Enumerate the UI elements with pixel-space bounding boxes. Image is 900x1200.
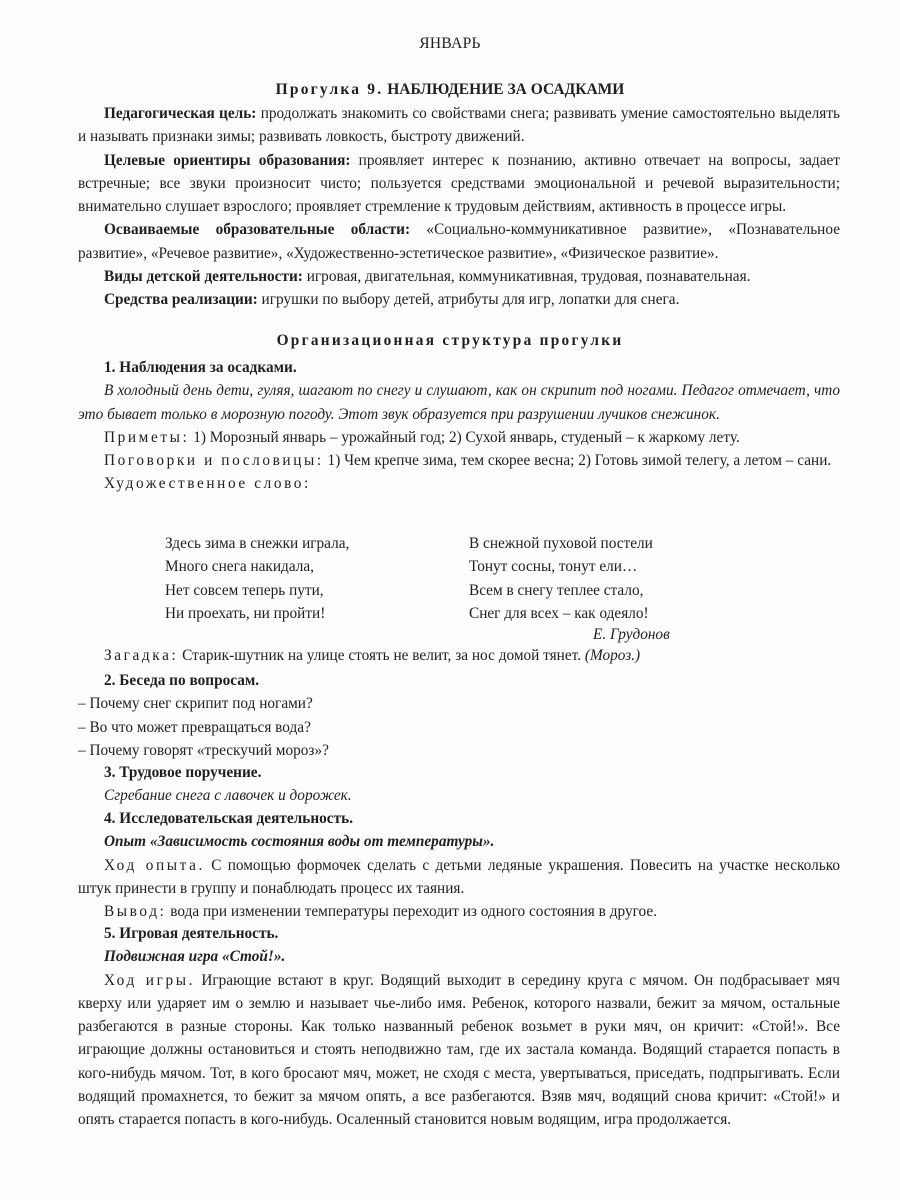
section-4 [78,807,840,923]
s3-heading: 3. Трудовое поручение. [104,764,262,781]
intro-activities: Виды детской деятельности: игровая, двигательная, коммуникативная, трудовая, познавательная. [104,268,751,286]
s2-question: – Во что может превращаться вода? [78,718,311,736]
poem-line: Снег для всех – как одеяло! [469,604,649,622]
intro-areas: Осваиваемые образовательные области: «Социально-коммуникативное развитие», «Познавательное развитие», «Речевое развитие», «Художественно-эстетическое развитие», «Физическое развитие». [78,221,840,262]
page-header: ЯНВАРЬ [419,35,481,52]
intro-means: Средства реализации: игрушки по выбору детей, атрибуты для игр, лопатки для снега. [104,291,680,309]
poem-line: Всем в снегу теплее стало, [469,581,644,599]
title-prefix: Прогулка 9. [275,81,384,98]
s5-game: Подвижная игра «Стой!». [104,948,286,966]
poem-line: Здесь зима в снежки играла, [165,535,350,552]
s1-hud-label: Художественное слово: [104,475,311,493]
s4-vyvod: Вывод: вода при изменении температуры переходит из одного состояния в другое. [104,903,657,921]
poem-line: Много снега накидала, [165,558,315,576]
intro-targets: Целевые ориентиры образования: проявляет интерес к познанию, активно отвечает на вопросы, задает встречные; все звуки произносит чисто; пользуется средствами эмоциональной и речевой выразительности; внимательно слушает взрослого; проявляет стремление к трудовым действиям, активность в процессе игры. [78,151,840,216]
title-main: НАБЛЮДЕНИЕ ЗА ОСАДКАМИ [387,81,625,98]
s4-experiment: Опыт «Зависимость состояния воды от температуры». [104,833,495,851]
s1-primety: Приметы: 1) Морозный январь – урожайный год; 2) Сухой январь, студеный – к жаркому лету. [104,428,740,446]
section-3 [78,761,840,808]
section-1-riddle [78,644,840,667]
section-5 [78,922,840,1132]
s4-heading: 4. Исследовательская деятельность. [104,810,354,827]
s2-question: – Почему говорят «трескучий мороз»? [78,741,329,759]
s1-heading: 1. Наблюдения за осадками. [104,359,297,376]
s1-observation: В холодный день дети, гуляя, шагают по снегу и слушают, как он скрипит под ногами. Педагог отмечает, что это бывает только в морозную погоду. Этот звук образуется при разрушении лучиков снежинок. [78,382,840,423]
page-title [0,78,900,101]
s1-zagadka: Загадка: Старик-шутник на улице стоять не велит, за нос домой тянет. (Мороз.) [104,647,641,664]
s4-hod: Ход опыта. С помощью формочек сделать с детьми ледяные украшения. Повесить на участке несколько штук принести в группу и понаблюдать процесс их таяния. [78,856,841,897]
s5-hod: Ход игры. Играющие встают в круг. Водящий выходит в середину круга с мячом. Он подбрасывает мяч кверху или ударяет им о землю и называет чье-либо имя. Ребенок, которого назвали, бежит за мячом, остальные разбегаются в разные стороны. Как только названный ребенок возьмет в руки мяч, он кричит: «Стой!». Все играющие должны остановиться и стоять неподвижно там, где их застала команда. Водящий старается попасть в кого-нибудь мячом. Тот, в кого бросают мяч, может, не сходя с места, увертываться, приседать, подпрыгивать. Если водящий промахнется, то бежит за мячом опять, а все разбегаются. Взяв мяч, водящий снова кричит: «Стой!» и опять старается попасть в кого-нибудь. Осаленный становится новым водящим, игра продолжается. [78,971,840,1129]
section-subtitle: Организационная структура прогулки [276,332,624,349]
poem-right [469,532,653,625]
s1-pogovorki: Поговорки и пословицы: 1) Чем крепче зима, тем скорее весна; 2) Готовь зимой телегу, а летом – сани. [104,452,832,470]
intro-goal: Педагогическая цель: продолжать знакомить со свойствами снега; развивать умение самостоятельно выделять и называть признаки зимы; развивать ловкость, быстроту движений. [78,105,840,146]
poem-line: Тонут сосны, тонут ели… [469,558,638,576]
s5-heading: 5. Игровая деятельность. [104,925,279,942]
section-1 [78,356,840,496]
s3-text: Сгребание снега с лавочек и дорожек. [104,787,352,805]
section-2 [78,669,840,762]
s2-heading: 2. Беседа по вопросам. [104,672,260,689]
poem-line: Нет совсем теперь пути, [165,581,324,599]
poem-left [165,532,349,625]
s2-question: – Почему снег скрипит под ногами? [78,695,313,713]
poem-author: Е. Грудонов [593,626,670,643]
poem-line: В снежной пуховой постели [469,535,653,552]
intro-block [78,102,840,312]
poem-line: Ни проехать, ни пройти! [165,604,326,622]
